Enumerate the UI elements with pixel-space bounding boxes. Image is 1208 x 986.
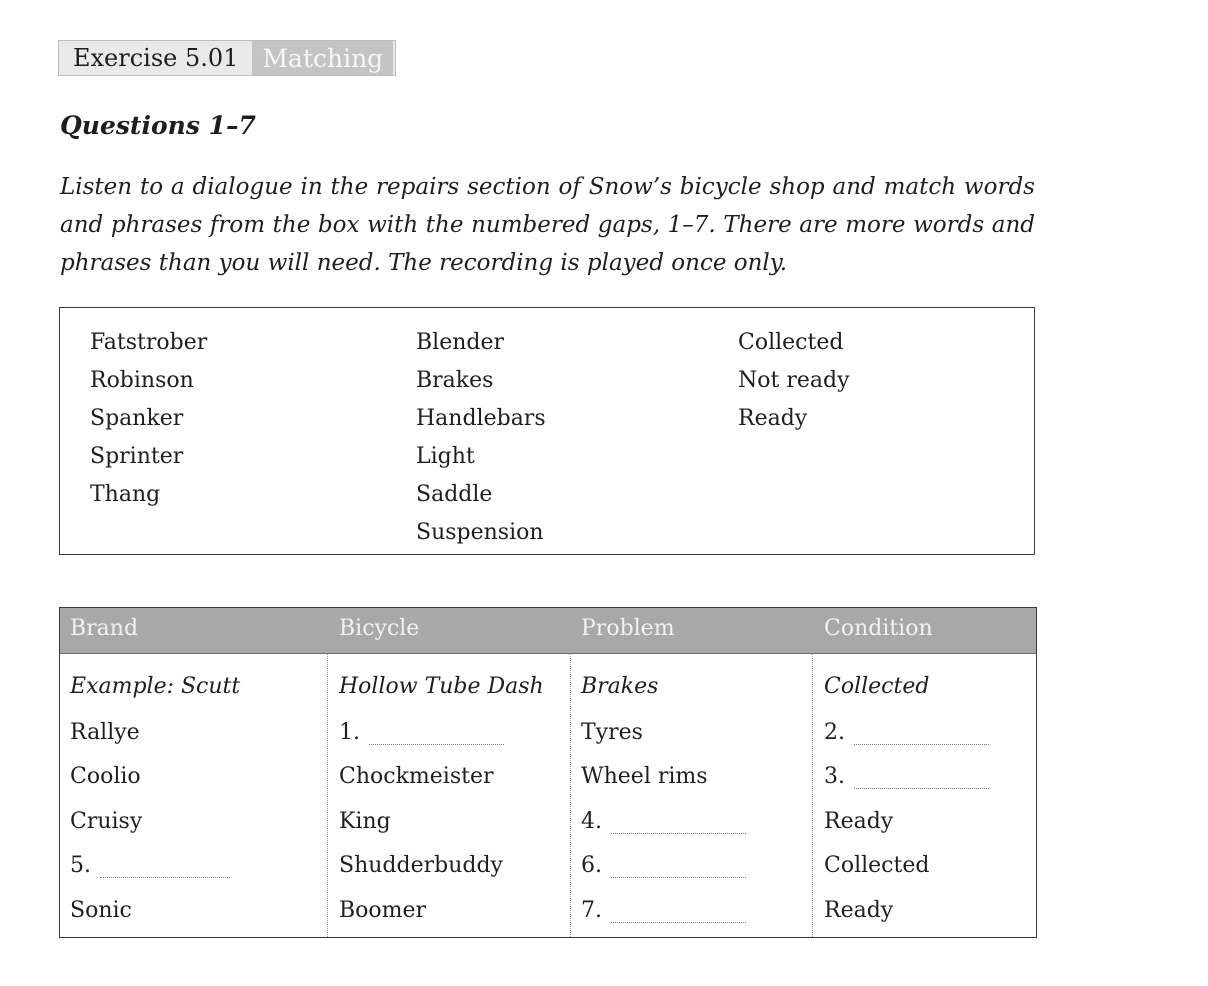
answer-gap-4[interactable] xyxy=(611,833,746,834)
answer-gap-5[interactable] xyxy=(100,877,230,878)
questions-heading: Questions 1–7 xyxy=(60,111,256,140)
example-problem: Brakes xyxy=(581,674,659,699)
table-cell: Wheel rims xyxy=(581,764,708,789)
word-option: Ready xyxy=(738,406,808,431)
answer-gap-3[interactable] xyxy=(854,788,989,789)
word-box-column-brands xyxy=(90,324,207,514)
word-option: Saddle xyxy=(416,482,493,507)
word-option: Not ready xyxy=(738,368,850,393)
table-cell: King xyxy=(339,809,391,834)
word-option: Sprinter xyxy=(90,444,184,469)
answer-gap-2[interactable] xyxy=(854,744,989,745)
gap-number: 5. xyxy=(70,853,91,878)
exercise-number: Exercise 5.01 xyxy=(73,44,239,72)
example-bicycle: Hollow Tube Dash xyxy=(339,674,544,699)
table-cell: Sonic xyxy=(70,898,132,923)
gap-number: 6. xyxy=(581,853,602,878)
header-brand: Brand xyxy=(70,616,139,641)
gap-number: 2. xyxy=(824,720,845,745)
word-option: Light xyxy=(416,444,475,469)
table-cell: Boomer xyxy=(339,898,427,923)
word-option: Blender xyxy=(416,330,505,355)
table-cell: Rallye xyxy=(70,720,140,745)
instructions-text: Listen to a dialogue in the repairs section of Snow’s bicycle shop and match words and phrases from the box with the numbered gaps, 1–7. There are more words and phrases than you will need. The recording is played once only. xyxy=(60,174,1035,276)
word-box-column-conditions xyxy=(738,324,850,438)
word-option: Thang xyxy=(90,482,161,507)
column-divider xyxy=(327,654,328,937)
answer-gap-7[interactable] xyxy=(611,922,746,923)
gap-number: 1. xyxy=(339,720,360,745)
word-option: Brakes xyxy=(416,368,494,393)
table-cell: Chockmeister xyxy=(339,764,494,789)
answer-gap-6[interactable] xyxy=(611,877,746,878)
gap-number: 3. xyxy=(824,764,845,789)
table-cell: Cruisy xyxy=(70,809,143,834)
exercise-type: Matching xyxy=(252,41,393,75)
header-condition: Condition xyxy=(824,616,933,641)
example-condition: Collected xyxy=(824,674,930,699)
header-problem: Problem xyxy=(581,616,675,641)
header-bicycle: Bicycle xyxy=(339,616,420,641)
repairs-table xyxy=(59,607,1037,938)
table-cell: Collected xyxy=(824,853,930,878)
table-cell: Ready xyxy=(824,809,894,834)
exercise-title-bar xyxy=(58,40,396,76)
column-divider xyxy=(570,654,571,937)
word-box-column-parts xyxy=(416,324,546,552)
word-option: Fatstrober xyxy=(90,330,208,355)
table-cell: Coolio xyxy=(70,764,141,789)
word-option: Suspension xyxy=(416,520,544,545)
word-option: Spanker xyxy=(90,406,184,431)
table-header xyxy=(60,608,1036,654)
table-cell: Ready xyxy=(824,898,894,923)
word-option: Collected xyxy=(738,330,844,355)
answer-gap-1[interactable] xyxy=(369,744,504,745)
gap-number: 4. xyxy=(581,809,602,834)
table-cell: Shudderbuddy xyxy=(339,853,503,878)
column-divider xyxy=(812,654,813,937)
gap-number: 7. xyxy=(581,898,602,923)
example-brand: Example: Scutt xyxy=(70,674,241,699)
table-cell: Tyres xyxy=(581,720,643,745)
word-option: Handlebars xyxy=(416,406,546,431)
word-box xyxy=(59,307,1035,555)
word-option: Robinson xyxy=(90,368,194,393)
